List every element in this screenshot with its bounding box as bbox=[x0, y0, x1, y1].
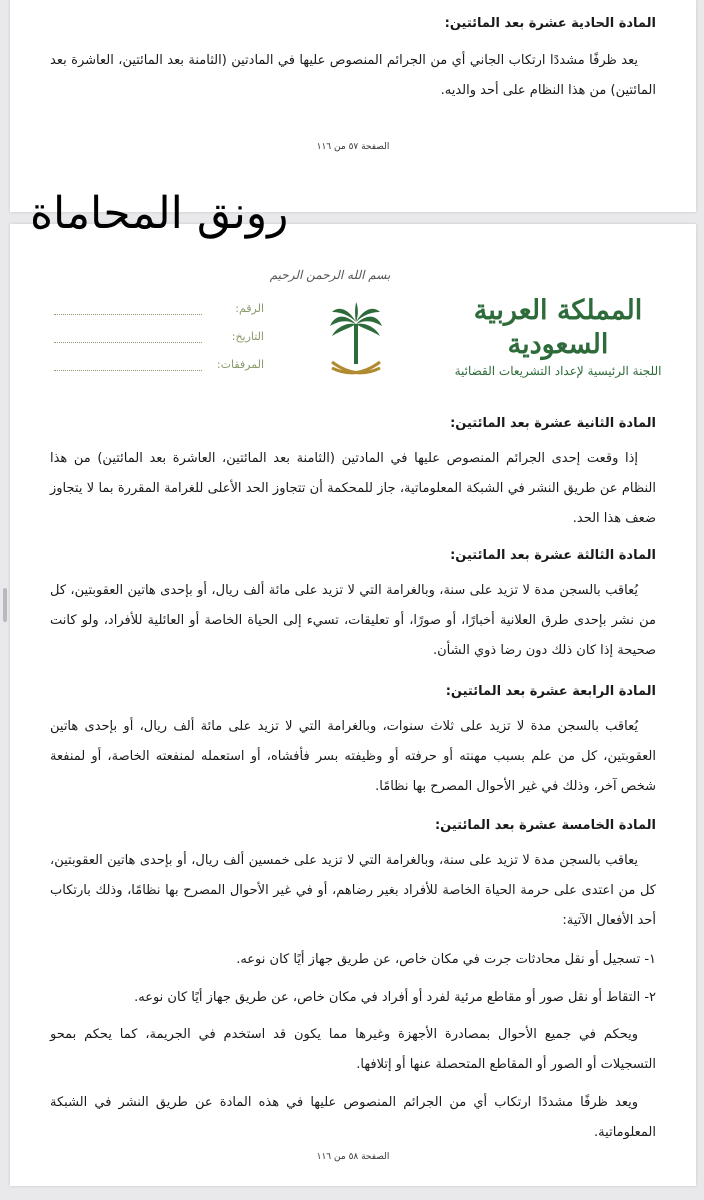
palm-swords-emblem-icon bbox=[326, 302, 386, 382]
field-line bbox=[54, 314, 202, 315]
field-attachments bbox=[54, 354, 264, 382]
basmala: بسم الله الرحمن الرحيم bbox=[269, 268, 391, 282]
article-212-text: إذا وقعت إحدى الجرائم المنصوص عليها في المادتين (الثامنة بعد المائتين، العاشرة بعد المائتين) من هذا النظام عن طريق النشر في الشبكة المعلوماتية، جاز للمحكمة أن تتجاوز الحد الأعلى للغرامة المقررة بما لا يتجاوز ضعف هذا الحد. bbox=[50, 451, 656, 526]
list-item: ٢- التقاط أو نقل صور أو مقاطع مرئية لفرد أو أفراد في مكان خاص، عن طريق جهاز أيًا كان نوعه. bbox=[134, 990, 656, 1005]
field-line bbox=[54, 370, 202, 371]
watermark-text: رونق المحاماة bbox=[30, 188, 289, 239]
scrollbar-thumb[interactable] bbox=[3, 588, 7, 622]
organization-name bbox=[448, 294, 668, 380]
field-label: المرفقات: bbox=[216, 358, 264, 371]
page-footer: الصفحة ٥٧ من ١١٦ bbox=[316, 142, 390, 152]
org-line-2: اللجنة الرئيسية لإعداد التشريعات القضائية bbox=[454, 364, 662, 378]
field-number bbox=[54, 298, 264, 326]
article-211-text: يعد ظرفًا مشددًا ارتكاب الجاني أي من الجرائم المنصوص عليها في المادتين (الثامنة بعد المائتين، العاشرة بعد المائتين) من هذا النظام على أحد والديه. bbox=[50, 53, 656, 98]
article-214-heading: المادة الرابعة عشرة بعد المائتين: bbox=[445, 684, 656, 699]
list-item: ١- تسجيل أو نقل محادثات جرت في مكان خاص، عن طريق جهاز أيًا كان نوعه. bbox=[236, 952, 656, 967]
field-line bbox=[54, 342, 202, 343]
article-214-text: يُعاقب بالسجن مدة لا تزيد على ثلاث سنوات، وبالغرامة التي لا تزيد على مائة ألف ريال، أو بإحدى هاتين العقوبتين، كل من علم بسبب مهنته أو حرفته أو وظيفته بسر فأفشاه، أو استعمله لمنفعته الخاصة، أو لمنفعة شخص آخر، وذلك في غير الأحوال المصرح بها نظامًا. bbox=[50, 719, 656, 794]
org-line-1: المملكة العربية السعودية bbox=[473, 295, 643, 360]
article-211-heading: المادة الحادية عشرة بعد المائتين: bbox=[444, 16, 656, 31]
article-212-heading: المادة الثانية عشرة بعد المائتين: bbox=[450, 416, 656, 431]
closing-paragraph: ويحكم في جميع الأحوال بمصادرة الأجهزة وغيرها مما يكون قد استخدم في الجريمة، كما يحكم بمحو التسجيلات أو الصور أو المقاطع المتحصلة عنها أو إتلافها. bbox=[50, 1027, 656, 1072]
document-page-57 bbox=[10, 0, 696, 212]
field-date bbox=[54, 326, 264, 354]
article-215-text: يعاقب بالسجن مدة لا تزيد على سنة، وبالغرامة التي لا تزيد على خمسين ألف ريال، أو بإحدى هاتين العقوبتين، كل من اعتدى على حرمة الحياة الخاصة للأفراد بغير رضاهم، أو في غير الأحوال المصرح بها نظامًا، وذلك بارتكاب أحد الأفعال الآتية: bbox=[50, 853, 656, 928]
article-213-heading: المادة الثالثة عشرة بعد المائتين: bbox=[450, 548, 656, 563]
document-page-58 bbox=[10, 224, 696, 1186]
article-215-heading: المادة الخامسة عشرة بعد المائتين: bbox=[434, 818, 656, 833]
closing-paragraph: ويعد ظرفًا مشددًا ارتكاب أي من الجرائم المنصوص عليها في هذه المادة عن طريق النشر في الشبكة المعلوماتية. bbox=[50, 1095, 656, 1140]
field-label: التاريخ: bbox=[231, 330, 264, 343]
letterhead-fields bbox=[54, 298, 264, 382]
field-label: الرقم: bbox=[235, 302, 264, 315]
article-213-text: يُعاقب بالسجن مدة لا تزيد على سنة، وبالغرامة التي لا تزيد على مائة ألف ريال، أو بإحدى هاتين العقوبتين، كل من نشر بإحدى طرق العلانية أخبارًا، أو صورًا، أو تعليقات، تسيء إلى الحياة الخاصة أو العائلية للأفراد، ولو كانت صحيحة إذا كان ذلك دون رضا ذوي الشأن. bbox=[50, 583, 656, 658]
page-footer: الصفحة ٥٨ من ١١٦ bbox=[316, 1152, 390, 1162]
